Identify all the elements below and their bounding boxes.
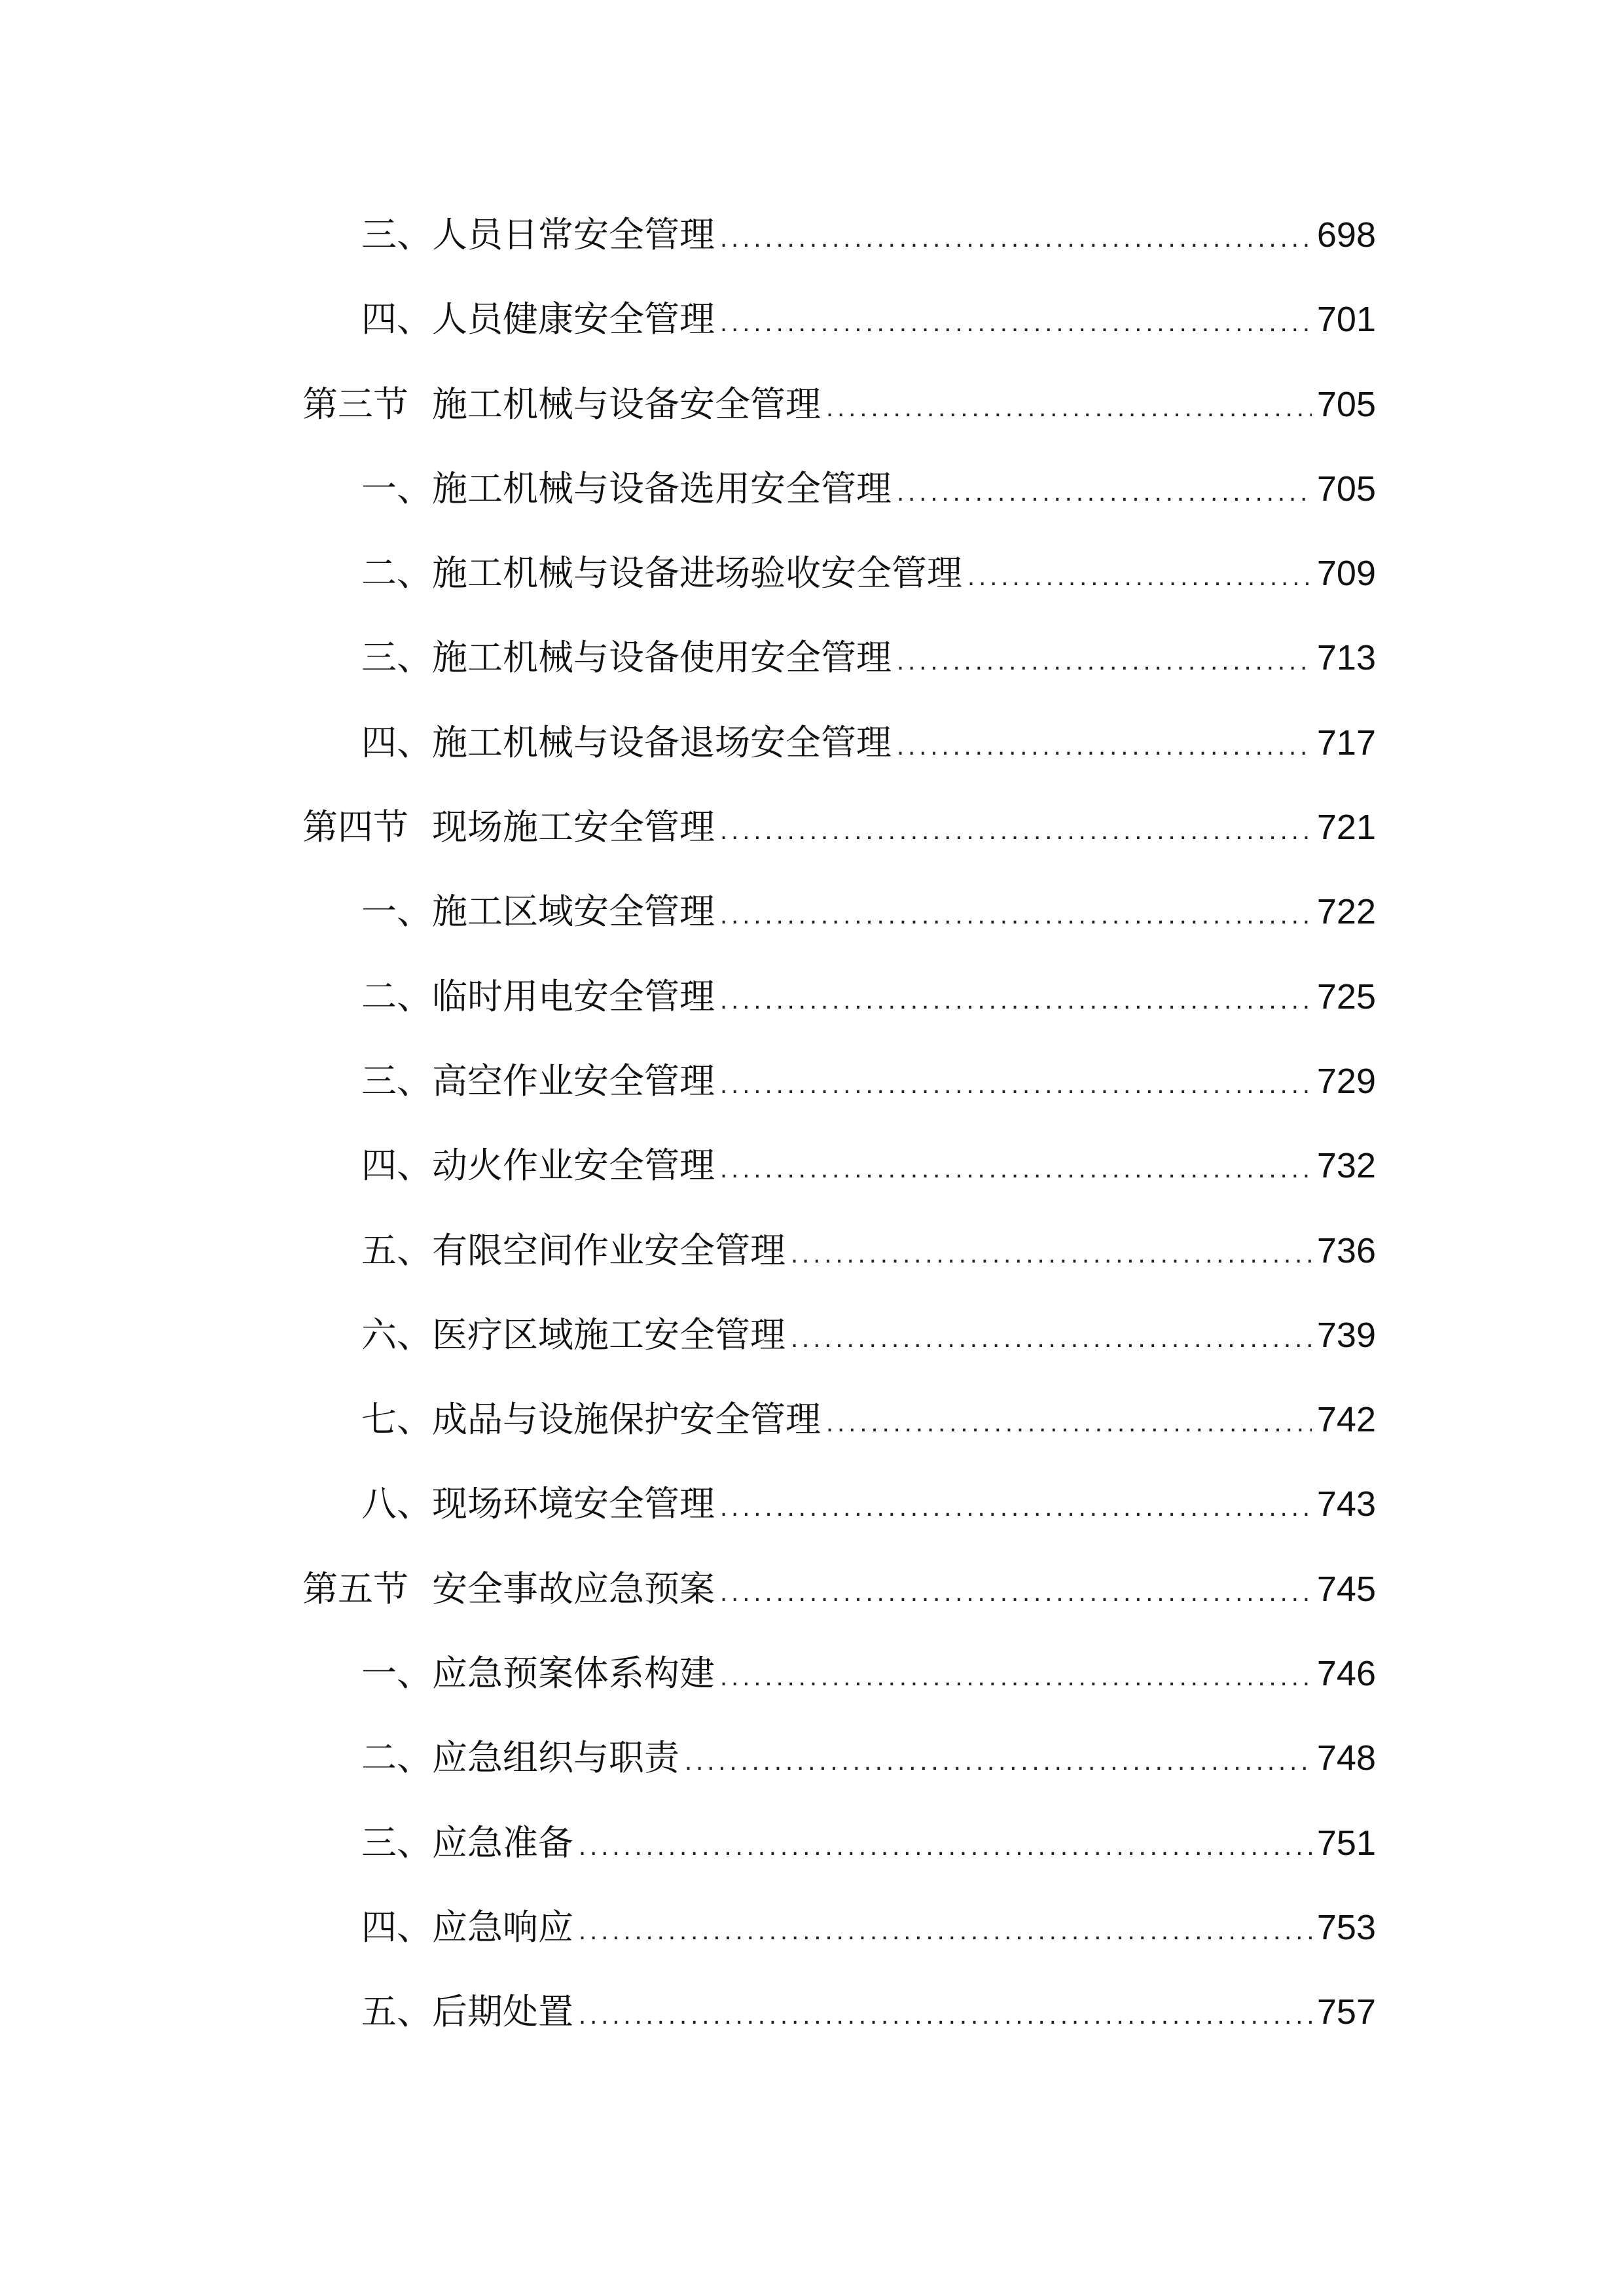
- toc-entry-title: 六、医疗区域施工安全管理: [361, 1314, 785, 1355]
- dot-leader: [897, 619, 1312, 704]
- toc-entry-title: 三、应急准备: [361, 1821, 573, 1863]
- toc-page-number: 743: [1316, 1484, 1376, 1524]
- toc-entry[interactable]: [302, 1462, 1376, 1546]
- toc-page-number: 739: [1316, 1315, 1376, 1355]
- dot-leader: [967, 535, 1312, 619]
- dot-leader: [897, 704, 1312, 789]
- toc-entry-title: 三、施工机械与设备使用安全管理: [361, 637, 892, 679]
- toc-page-number: 709: [1316, 554, 1376, 594]
- toc-page-number: 698: [1316, 215, 1376, 255]
- toc-entry-title: 五、有限空间作业安全管理: [361, 1229, 785, 1271]
- dot-leader: [720, 1465, 1312, 1550]
- toc-entry-title: 二、施工机械与设备进场验收安全管理: [361, 552, 962, 594]
- dot-leader: [579, 1973, 1312, 2058]
- toc-entry-title: 四、应急响应: [361, 1906, 573, 1948]
- toc-page-number: 745: [1316, 1569, 1376, 1609]
- toc-entry[interactable]: [302, 192, 1376, 277]
- dot-leader: [720, 281, 1312, 365]
- dot-leader: [826, 1381, 1312, 1465]
- toc-entry-title: 二、应急组织与职责: [361, 1737, 679, 1779]
- toc-entry-title: 安全事故应急预案: [432, 1568, 715, 1609]
- toc-entry-title: 四、施工机械与设备退场安全管理: [361, 721, 892, 763]
- toc-page-number: 757: [1316, 1992, 1376, 2032]
- toc-page-number: 732: [1316, 1146, 1376, 1186]
- table-of-contents: [302, 192, 1376, 2054]
- toc-page-number: 725: [1316, 977, 1376, 1016]
- toc-entry[interactable]: [302, 615, 1376, 700]
- toc-page-number: 705: [1316, 384, 1376, 424]
- toc-entry[interactable]: [302, 1208, 1376, 1293]
- toc-page-number: 717: [1316, 723, 1376, 762]
- dot-leader: [720, 958, 1312, 1043]
- toc-entry-title: 三、人员日常安全管理: [361, 214, 715, 255]
- dot-leader: [685, 1719, 1312, 1804]
- toc-entry[interactable]: [302, 954, 1376, 1039]
- dot-leader: [720, 1551, 1312, 1635]
- section-number: 第三节: [302, 383, 408, 425]
- toc-section-entry[interactable]: [302, 785, 1376, 869]
- toc-page-number: 736: [1316, 1230, 1376, 1270]
- dot-leader: [579, 1804, 1312, 1889]
- toc-entry-title: 一、施工区域安全管理: [361, 891, 715, 933]
- toc-entry-title: 施工机械与设备安全管理: [432, 383, 821, 425]
- toc-entry-title: 二、临时用电安全管理: [361, 975, 715, 1017]
- toc-entry[interactable]: [302, 531, 1376, 615]
- dot-leader: [720, 873, 1312, 958]
- dot-leader: [720, 1635, 1312, 1719]
- toc-entry-title: 七、成品与设施保护安全管理: [361, 1399, 821, 1441]
- dot-leader: [579, 1889, 1312, 1973]
- dot-leader: [720, 1043, 1312, 1127]
- toc-entry-title: 四、人员健康安全管理: [361, 298, 715, 340]
- toc-page-number: 753: [1316, 1907, 1376, 1947]
- toc-entry[interactable]: [302, 1715, 1376, 1800]
- toc-section-entry[interactable]: [302, 362, 1376, 446]
- toc-page-number: 722: [1316, 892, 1376, 932]
- toc-page-number: 748: [1316, 1738, 1376, 1778]
- section-number: 第五节: [302, 1568, 408, 1609]
- toc-entry-title: 一、应急预案体系构建: [361, 1653, 715, 1695]
- toc-page-number: 701: [1316, 300, 1376, 340]
- toc-entry[interactable]: [302, 277, 1376, 361]
- toc-entry[interactable]: [302, 1293, 1376, 1377]
- toc-page-number: 721: [1316, 808, 1376, 848]
- dot-leader: [826, 366, 1312, 450]
- toc-entry[interactable]: [302, 1631, 1376, 1715]
- toc-entry[interactable]: [302, 869, 1376, 954]
- dot-leader: [791, 1212, 1312, 1297]
- dot-leader: [791, 1297, 1312, 1381]
- toc-section-entry[interactable]: [302, 1547, 1376, 1631]
- toc-entry[interactable]: [302, 1377, 1376, 1462]
- toc-page-number: 713: [1316, 638, 1376, 678]
- dot-leader: [720, 1127, 1312, 1211]
- toc-page-number: 746: [1316, 1654, 1376, 1694]
- dot-leader: [897, 450, 1312, 535]
- toc-entry[interactable]: [302, 700, 1376, 785]
- toc-entry[interactable]: [302, 446, 1376, 531]
- toc-entry[interactable]: [302, 1885, 1376, 1969]
- toc-entry[interactable]: [302, 1123, 1376, 1208]
- dot-leader: [720, 196, 1312, 281]
- toc-page-number: 742: [1316, 1400, 1376, 1440]
- toc-entry[interactable]: [302, 1801, 1376, 1885]
- toc-entry-title: 四、动火作业安全管理: [361, 1145, 715, 1187]
- toc-page-number: 729: [1316, 1061, 1376, 1101]
- toc-entry-title: 三、高空作业安全管理: [361, 1060, 715, 1102]
- dot-leader: [720, 789, 1312, 873]
- toc-page-number: 705: [1316, 469, 1376, 509]
- toc-page-number: 751: [1316, 1823, 1376, 1863]
- toc-entry-title: 八、现场环境安全管理: [361, 1483, 715, 1525]
- toc-entry-title: 一、施工机械与设备选用安全管理: [361, 467, 892, 509]
- section-number: 第四节: [302, 806, 408, 848]
- toc-entry-title: 现场施工安全管理: [432, 806, 715, 848]
- toc-entry[interactable]: [302, 1039, 1376, 1123]
- toc-entry[interactable]: [302, 1969, 1376, 2054]
- toc-entry-title: 五、后期处置: [361, 1991, 573, 2033]
